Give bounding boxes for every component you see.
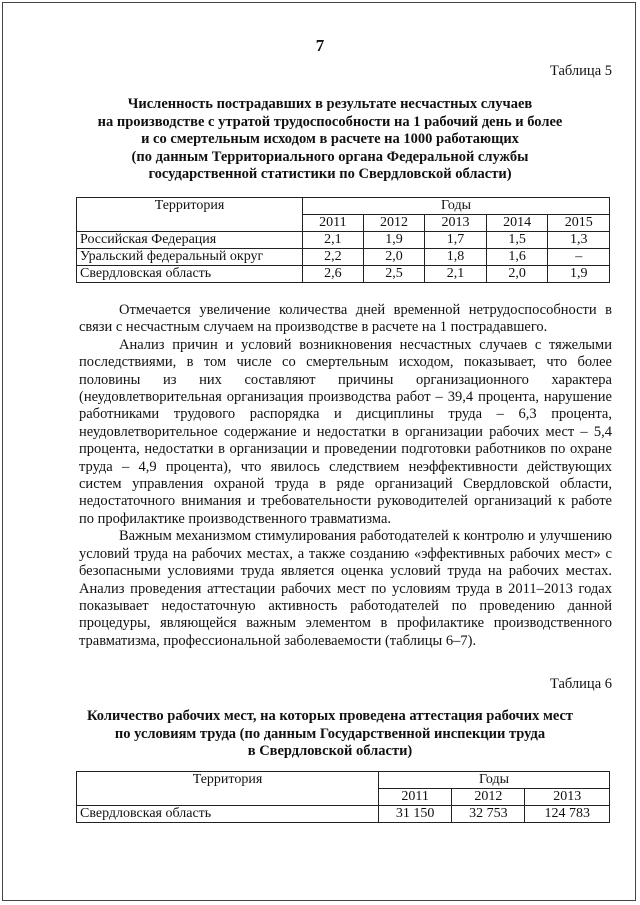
year-cell: 2015 — [548, 215, 610, 232]
territory-cell: Российская Федерация — [77, 232, 303, 249]
value-cell: 32 753 — [452, 806, 525, 823]
value-cell: 1,6 — [486, 249, 548, 266]
table5-label: Таблица 5 — [549, 63, 612, 79]
table-row — [77, 232, 610, 249]
year-cell: 2011 — [303, 215, 364, 232]
value-cell: 1,7 — [425, 232, 487, 249]
table6 — [76, 771, 610, 823]
territory-cell: Свердловская область — [77, 806, 379, 823]
table-header-row — [77, 198, 610, 215]
table-header-row — [77, 772, 610, 789]
header-territory: Территория — [77, 772, 379, 806]
year-cell: 2012 — [363, 215, 425, 232]
value-cell: 1,3 — [548, 232, 610, 249]
value-cell: 1,5 — [486, 232, 548, 249]
table5-caption-line: и со смертельным исходом в расчете на 1000 работающих — [141, 131, 519, 148]
paragraph: Анализ причин и условий возникновения несчастных случаев с тяжелыми последствиями, в том числе со смертельным исходом, показывает, что более половины из них составляют причины организационного характера (неудовлетворительная организация производства работ – 39,4 процента, нарушение работниками трудового распорядка и дисциплины труда – 6,3 процента, неудовлетворительное содержание и недостатки в организации рабочих мест – 5,4 процента, недостатки в организации и проведении подготовки работников по охране труда – 4,9 процента), что явилось следствием неэффективности действующих систем управления охраной труда в ряде организаций Свердловской области, недостаточного внимания и требовательности руководителей организаций к работе по профилактике производственного травматизма. — [79, 336, 612, 527]
year-cell: 2014 — [486, 215, 548, 232]
value-cell: 2,0 — [363, 249, 425, 266]
year-cell: 2013 — [525, 789, 610, 806]
value-cell: 1,9 — [548, 266, 610, 283]
value-cell: – — [548, 249, 610, 266]
table6-caption-line: Количество рабочих мест, на которых проведена аттестация рабочих мест — [86, 708, 574, 724]
table-row — [77, 806, 610, 823]
paragraph: Отмечается увеличение количества дней временной нетрудоспособности в связи с несчастным случаем на производстве в расчете на 1 пострадавшего. — [79, 302, 612, 336]
value-cell: 124 783 — [525, 806, 610, 823]
territory-cell: Свердловская область — [77, 266, 303, 283]
value-cell: 2,1 — [303, 232, 364, 249]
year-cell: 2012 — [452, 789, 525, 806]
table-row — [77, 266, 610, 283]
header-years: Годы — [379, 772, 610, 789]
body-text — [79, 302, 612, 650]
table6-caption-line: по условиям труда (по данным Государственной инспекции труда — [114, 725, 546, 742]
year-cell: 2013 — [425, 215, 487, 232]
header-years: Годы — [303, 198, 610, 215]
table6-label: Таблица 6 — [549, 676, 612, 692]
value-cell: 2,6 — [303, 266, 364, 283]
value-cell: 2,0 — [486, 266, 548, 283]
table5-caption-line: Численность пострадавших в результате несчастных случаев — [127, 96, 533, 112]
table5-caption-line: государственной статистики по Свердловской области) — [148, 166, 512, 183]
value-cell: 1,9 — [363, 232, 425, 249]
value-cell: 2,1 — [425, 266, 487, 283]
value-cell: 2,5 — [363, 266, 425, 283]
year-cell: 2011 — [379, 789, 452, 806]
table5-caption-line: (по данным Территориального органа Федеральной службы — [131, 148, 529, 165]
territory-cell: Уральский федеральный округ — [77, 249, 303, 266]
value-cell: 1,8 — [425, 249, 487, 266]
paragraph: Важным механизмом стимулирования работодателей к контролю и улучшению условий труда на рабочих местах, а также созданию «эффективных рабочих мест» с безопасными условиями труда является оценка условий труда на рабочих местах. Анализ проведения аттестации рабочих мест по условиям труда в 2011–2013 годах показывает недостаточную активность работодателей по проведению данной процедуры, являющейся важным элементом в профилактике производственного травматизма, профессиональной заболеваемости (таблицы 6–7). — [79, 528, 612, 649]
value-cell: 31 150 — [379, 806, 452, 823]
value-cell: 2,2 — [303, 249, 364, 266]
page-number: 7 — [315, 36, 325, 55]
table6-caption-line: в Свердловской области) — [247, 743, 413, 760]
table6-caption — [60, 708, 600, 761]
table-row — [77, 249, 610, 266]
table5 — [76, 197, 610, 283]
header-territory: Территория — [77, 198, 303, 232]
table5-caption — [60, 96, 600, 184]
table5-caption-line: на производстве с утратой трудоспособности на 1 рабочий день и более — [97, 113, 563, 130]
